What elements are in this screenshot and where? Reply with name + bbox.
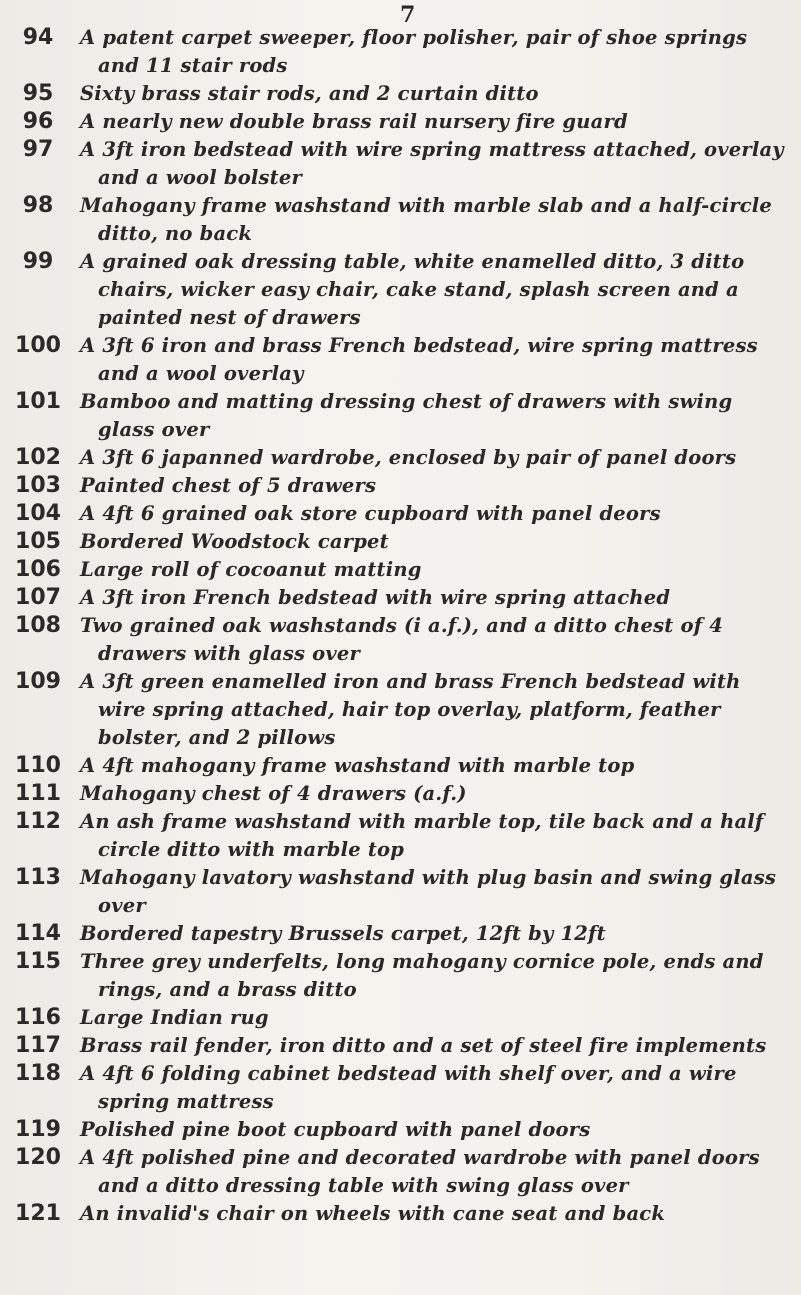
lot-description: A 3ft iron bedstead with wire spring mattress attached, overlay and a wool bolster: [80, 138, 784, 189]
lot-description: Painted chest of 5 drawers: [80, 474, 377, 497]
lot-item: [0, 780, 801, 808]
lot-description: Large roll of cocoanut matting: [80, 558, 422, 581]
lot-item: [0, 500, 801, 528]
lot-description: Large Indian rug: [80, 1006, 269, 1029]
lot-item: [0, 612, 801, 668]
page-number: 7: [400, 2, 416, 28]
lot-number: 102: [15, 445, 61, 470]
lot-item: [0, 248, 801, 332]
lot-description: A 3ft iron French bedstead with wire spring attached: [80, 586, 671, 609]
lot-description: Bordered Woodstock carpet: [80, 530, 389, 553]
lot-number: 98: [22, 193, 54, 218]
lot-description: A 3ft 6 japanned wardrobe, enclosed by pair of panel doors: [80, 446, 737, 469]
lot-number: 109: [15, 669, 61, 694]
lot-description: A patent carpet sweeper, floor polisher, pair of shoe springs and 11 stair rods: [80, 26, 748, 77]
lot-description: Brass rail fender, iron ditto and a set of steel fire implements: [80, 1034, 767, 1057]
lot-number: 96: [22, 109, 54, 134]
lot-number: 94: [22, 25, 54, 50]
lot-item: [0, 808, 801, 864]
lot-number: 99: [22, 249, 54, 274]
lot-description: A 4ft mahogany frame washstand with marble top: [80, 754, 635, 777]
lot-description: A 3ft 6 iron and brass French bedstead, wire spring mattress and a wool overlay: [80, 334, 758, 385]
lot-description: A 4ft 6 folding cabinet bedstead with shelf over, and a wire spring mattress: [80, 1062, 737, 1113]
lot-number: 110: [15, 753, 61, 778]
lot-number: 104: [15, 501, 61, 526]
lot-number: 105: [15, 529, 61, 554]
lot-number: 103: [15, 473, 61, 498]
lot-item: [0, 388, 801, 444]
lot-description: Bamboo and matting dressing chest of drawers with swing glass over: [80, 390, 733, 441]
lot-item: [0, 1200, 801, 1228]
lot-description: Polished pine boot cupboard with panel doors: [80, 1118, 591, 1141]
lot-number: 108: [15, 613, 61, 638]
lot-item: [0, 80, 801, 108]
lot-number: 117: [15, 1033, 61, 1058]
lot-number: 101: [15, 389, 61, 414]
lot-item: [0, 556, 801, 584]
lot-item: [0, 864, 801, 920]
lot-item: [0, 1060, 801, 1116]
lot-number: 100: [15, 333, 61, 358]
lot-item: [0, 1144, 801, 1200]
lot-item: [0, 192, 801, 248]
lot-item: [0, 108, 801, 136]
lot-number: 113: [15, 865, 61, 890]
lot-description: An ash frame washstand with marble top, tile back and a half circle ditto with marble top: [80, 810, 764, 861]
lot-description: An invalid's chair on wheels with cane seat and back: [80, 1202, 666, 1225]
lot-description: A 4ft 6 grained oak store cupboard with panel deors: [80, 502, 661, 525]
lot-number: 112: [15, 809, 61, 834]
lot-description: Mahogany frame washstand with marble slab and a half-circle ditto, no back: [80, 194, 772, 245]
lot-number: 115: [15, 949, 61, 974]
lot-item: [0, 752, 801, 780]
lot-list: [0, 24, 801, 1228]
lot-item: [0, 528, 801, 556]
lot-number: 107: [15, 585, 61, 610]
lot-number: 97: [22, 137, 54, 162]
lot-number: 106: [15, 557, 61, 582]
lot-item: [0, 332, 801, 388]
lot-number: 116: [15, 1005, 61, 1030]
lot-item: [0, 1004, 801, 1032]
lot-number: 118: [15, 1061, 61, 1086]
lot-item: [0, 472, 801, 500]
lot-item: [0, 1116, 801, 1144]
lot-number: 119: [15, 1117, 61, 1142]
lot-description: Two grained oak washstands (i a.f.), and a ditto chest of 4 drawers with glass over: [80, 614, 724, 665]
lot-item: [0, 444, 801, 472]
lot-description: A grained oak dressing table, white enamelled ditto, 3 ditto chairs, wicker easy chair, cake stand, splash screen and a painted nest of drawers: [80, 250, 745, 329]
lot-number: 121: [15, 1201, 61, 1226]
lot-description: A 4ft polished pine and decorated wardrobe with panel doors and a ditto dressing table with swing glass over: [80, 1146, 760, 1197]
lot-number: 120: [15, 1145, 61, 1170]
lot-description: A nearly new double brass rail nursery fire guard: [80, 110, 628, 133]
lot-item: [0, 136, 801, 192]
lot-item: [0, 584, 801, 612]
lot-number: 95: [22, 81, 54, 106]
lot-item: [0, 920, 801, 948]
lot-item: [0, 24, 801, 80]
lot-item: [0, 1032, 801, 1060]
lot-description: Sixty brass stair rods, and 2 curtain ditto: [80, 82, 539, 105]
lot-item: [0, 948, 801, 1004]
lot-number: 114: [15, 921, 61, 946]
lot-item: [0, 668, 801, 752]
lot-number: 111: [15, 781, 61, 806]
lot-description: Mahogany chest of 4 drawers (a.f.): [80, 782, 467, 805]
lot-description: A 3ft green enamelled iron and brass French bedstead with wire spring attached, hair top overlay, platform, feather bolster, and 2 pillows: [80, 670, 741, 749]
lot-description: Three grey underfelts, long mahogany cornice pole, ends and rings, and a brass ditto: [80, 950, 764, 1001]
lot-description: Bordered tapestry Brussels carpet, 12ft by 12ft: [80, 922, 606, 945]
lot-description: Mahogany lavatory washstand with plug basin and swing glass over: [80, 866, 777, 917]
